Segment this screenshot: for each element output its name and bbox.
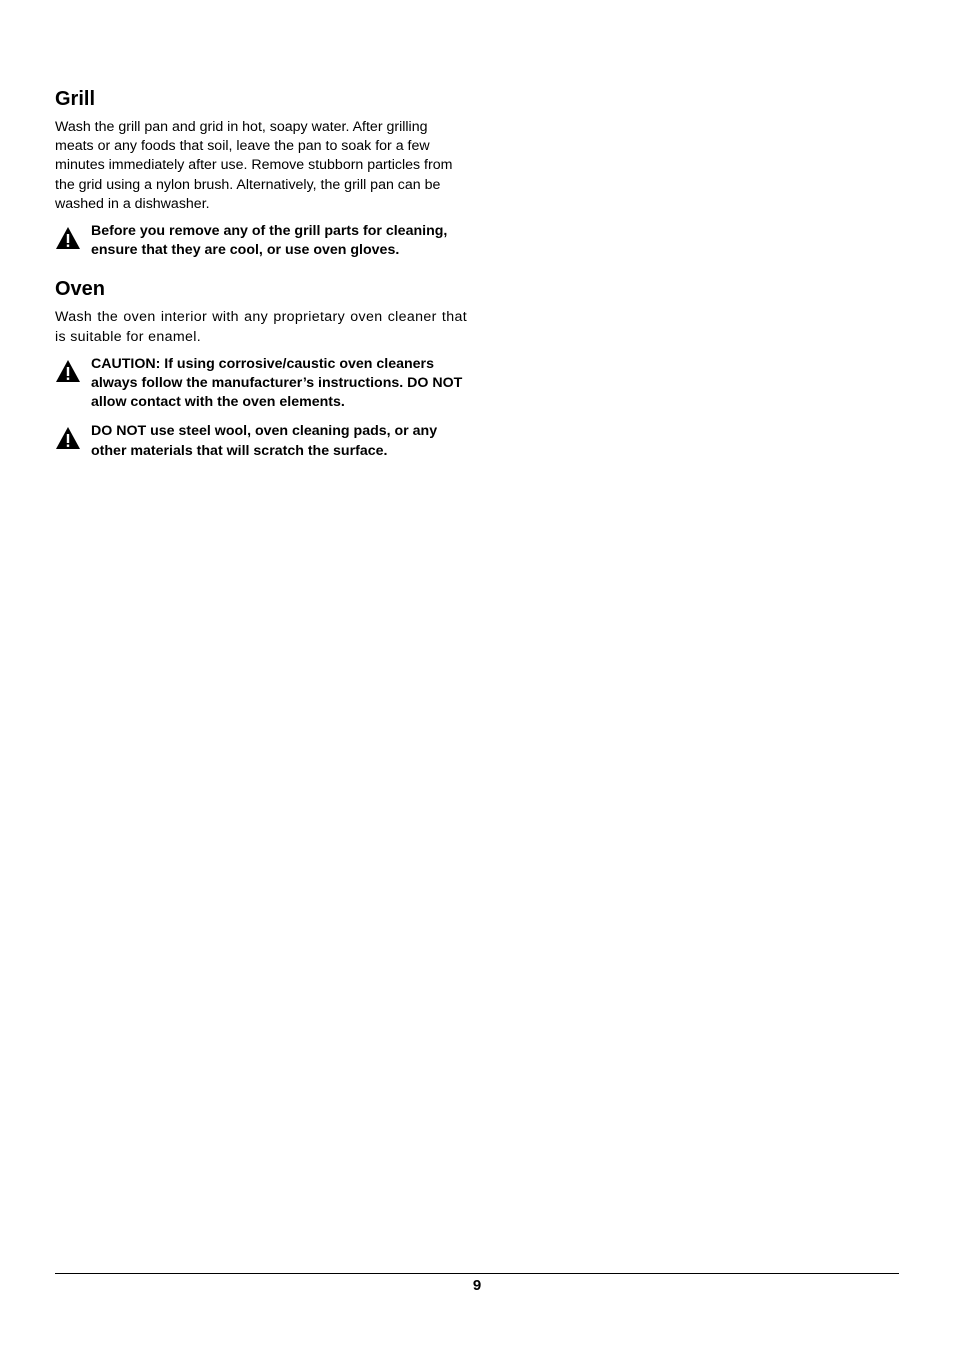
- grill-body-text: Wash the grill pan and grid in hot, soapy water. After grilling meats or any foods that soil, leave the pan to soak for a few minutes immediately after use. Remove stubborn particles from the grid using a nylon brush. Alternatively, the grill pan can be washed in a dishwasher.: [55, 119, 453, 212]
- oven-section: [55, 276, 467, 460]
- grill-section: [55, 86, 467, 260]
- grill-heading: Grill: [55, 88, 96, 110]
- page-number: 9: [472, 1277, 482, 1294]
- footer-divider: [55, 1273, 899, 1274]
- oven-heading: Oven: [55, 278, 106, 301]
- oven-scratch-warning: [55, 422, 467, 460]
- oven-body-text: Wash the oven interior with any proprietary oven cleaner that is suitable for enamel.: [55, 309, 467, 345]
- warning-triangle-icon: [55, 359, 81, 383]
- grill-warning-text: Before you remove any of the grill parts for cleaning, ensure that they are cool, or use oven gloves.: [91, 223, 448, 259]
- oven-caution-text: CAUTION: If using corrosive/caustic oven cleaners always follow the manufacturer’s instructions. DO NOT allow contact with the oven elements.: [91, 355, 463, 411]
- oven-scratch-text: DO NOT use steel wool, oven cleaning pads, or any other materials that will scratch the surface.: [91, 423, 438, 459]
- oven-caution-warning: [55, 355, 467, 413]
- grill-warning: [55, 222, 467, 260]
- warning-triangle-icon: [55, 426, 81, 450]
- warning-triangle-icon: [55, 226, 81, 250]
- content-column: [55, 86, 467, 471]
